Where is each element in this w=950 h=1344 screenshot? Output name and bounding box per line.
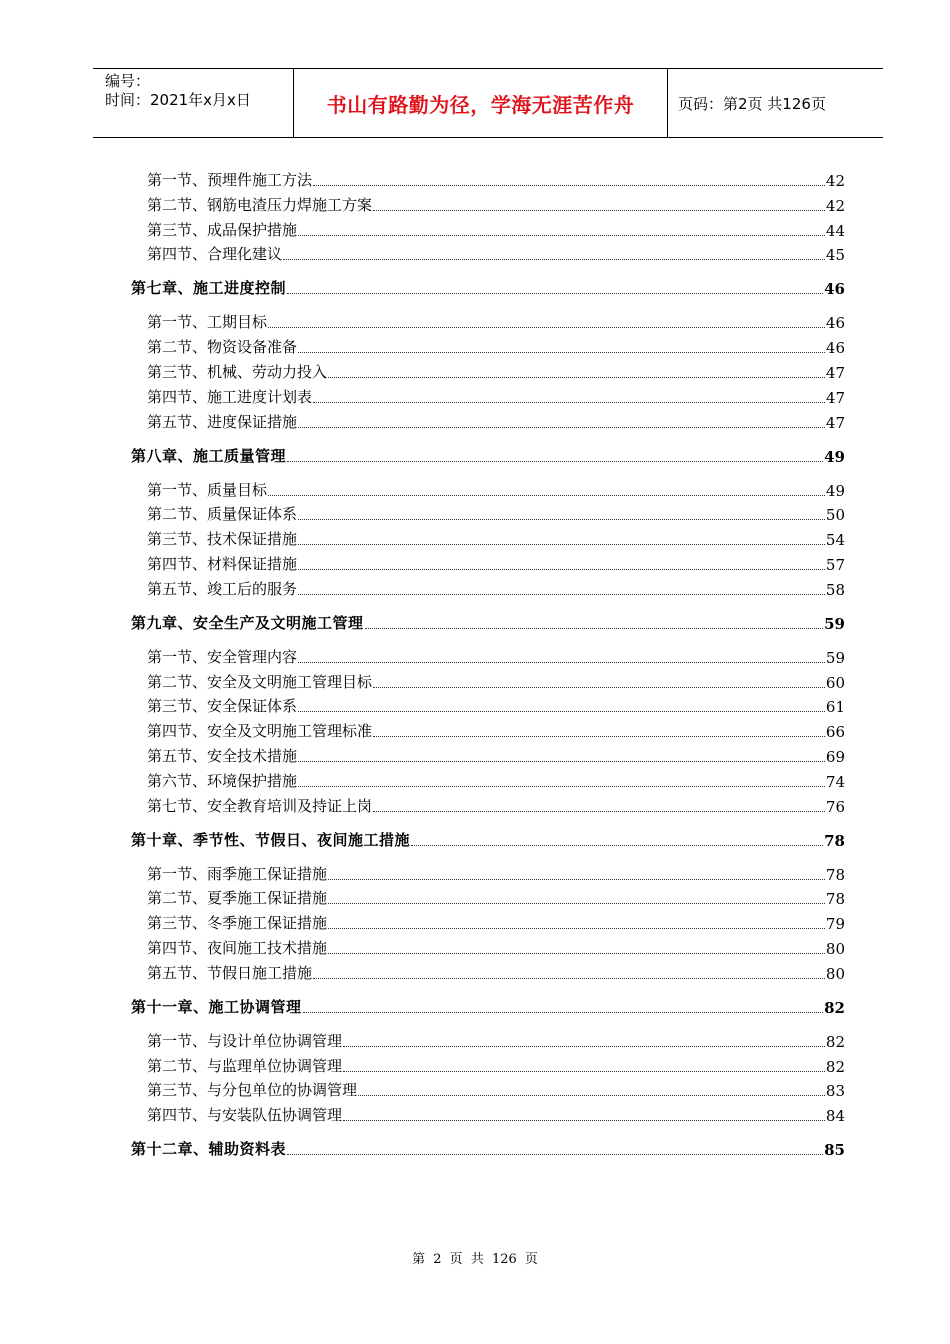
toc-entry-title: 第四节、夜间施工技术措施 xyxy=(147,939,328,957)
toc-entry-page: 82 xyxy=(824,998,845,1017)
toc-entry-title: 第一节、工期目标 xyxy=(147,313,268,332)
toc-section-entry[interactable] xyxy=(147,672,845,692)
toc-dot-leader xyxy=(373,736,825,737)
toc-entry-page: 57 xyxy=(825,556,845,574)
toc-dot-leader xyxy=(298,519,825,520)
toc-entry-page: 80 xyxy=(825,940,845,958)
toc-entry-title: 第三节、技术保证措施 xyxy=(147,530,298,549)
toc-section-entry[interactable] xyxy=(147,864,845,884)
toc-section-entry[interactable] xyxy=(147,888,845,908)
toc-entry-title: 第五节、安全技术措施 xyxy=(147,747,298,765)
toc-entry-title: 第二节、物资设备准备 xyxy=(147,338,298,357)
toc-entry-title: 第三节、与分包单位的协调管理 xyxy=(147,1081,358,1100)
toc-section-entry[interactable] xyxy=(147,579,845,599)
toc-entry-title: 第五节、竣工后的服务 xyxy=(147,579,298,598)
page-footer xyxy=(0,1248,950,1267)
toc-entry-title: 第四节、材料保证措施 xyxy=(147,555,298,573)
toc-entry-page: 50 xyxy=(825,506,845,525)
toc-entry-page: 42 xyxy=(825,172,845,190)
toc-entry-page: 45 xyxy=(825,246,845,265)
toc-entry-title: 第一节、安全管理内容 xyxy=(147,647,298,666)
toc-dot-leader xyxy=(328,953,825,954)
toc-dot-leader xyxy=(313,185,825,186)
toc-entry-title: 第二节、质量保证体系 xyxy=(147,505,298,524)
toc-entry-title: 第三节、机械、劳动力投入 xyxy=(147,363,328,381)
toc-entry-page: 47 xyxy=(825,364,845,382)
toc-dot-leader xyxy=(343,1071,825,1072)
toc-entry-title: 第三节、成品保护措施 xyxy=(147,220,298,239)
toc-entry-page: 49 xyxy=(824,447,845,466)
toc-section-entry[interactable] xyxy=(147,337,845,357)
toc-section-entry[interactable] xyxy=(147,220,845,240)
toc-dot-leader xyxy=(411,845,823,846)
toc-entry-page: 76 xyxy=(825,797,845,816)
toc-entry-title: 第九章、安全生产及文明施工管理 xyxy=(131,613,364,632)
toc-section-entry[interactable] xyxy=(147,771,845,791)
footer-text: 第 xyxy=(412,1252,426,1267)
toc-entry-title: 第三节、冬季施工保证措施 xyxy=(147,914,328,933)
toc-dot-leader xyxy=(287,461,823,462)
toc-entry-page: 47 xyxy=(825,413,845,432)
toc-entry-page: 58 xyxy=(825,580,845,599)
toc-section-entry[interactable] xyxy=(147,480,845,500)
toc-section-entry[interactable] xyxy=(147,504,845,524)
toc-dot-leader xyxy=(343,1120,825,1121)
toc-section-entry[interactable] xyxy=(147,1105,845,1125)
toc-entry-title: 第一节、预埋件施工方法 xyxy=(147,171,313,189)
toc-dot-leader xyxy=(298,594,825,595)
toc-entry-title: 第四节、施工进度计划表 xyxy=(147,387,313,406)
toc-entry-page: 46 xyxy=(825,339,845,358)
toc-dot-leader xyxy=(343,1046,825,1047)
toc-entry-title: 第七章、施工进度控制 xyxy=(131,279,287,298)
footer-total-pages: 126 xyxy=(491,1252,517,1267)
toc-entry-page: 60 xyxy=(825,673,845,692)
toc-section-entry[interactable] xyxy=(147,796,845,816)
toc-entry-title: 第二节、与监理单位协调管理 xyxy=(147,1056,343,1075)
toc-dot-leader xyxy=(298,544,825,545)
toc-dot-leader xyxy=(303,1012,824,1013)
toc-chapter-entry[interactable] xyxy=(131,997,845,1017)
toc-chapter-entry[interactable] xyxy=(131,830,845,850)
toc-dot-leader xyxy=(298,662,825,663)
toc-dot-leader xyxy=(328,377,825,378)
toc-dot-leader xyxy=(313,978,825,979)
toc-entry-page: 82 xyxy=(825,1032,845,1051)
toc-entry-title: 第五节、节假日施工措施 xyxy=(147,963,313,982)
toc-dot-leader xyxy=(373,687,825,688)
toc-entry-page: 49 xyxy=(825,481,845,500)
toc-dot-leader xyxy=(298,569,825,570)
toc-dot-leader xyxy=(283,259,825,260)
page-header xyxy=(93,68,883,138)
footer-text: 页 xyxy=(449,1252,463,1267)
toc-entry-title: 第三节、安全保证体系 xyxy=(147,697,298,716)
toc-dot-leader xyxy=(298,786,825,787)
toc-dot-leader xyxy=(287,1154,823,1155)
toc-dot-leader xyxy=(358,1095,825,1096)
toc-dot-leader xyxy=(373,811,825,812)
toc-entry-title: 第八章、施工质量管理 xyxy=(131,446,287,465)
toc-entry-title: 第四节、安全及文明施工管理标准 xyxy=(147,722,373,741)
toc-entry-title: 第一节、雨季施工保证措施 xyxy=(147,864,328,883)
toc-section-entry[interactable] xyxy=(147,746,845,766)
toc-entry-page: 59 xyxy=(824,614,845,633)
toc-entry-title: 第二节、安全及文明施工管理目标 xyxy=(147,672,373,691)
toc-chapter-entry[interactable] xyxy=(131,1139,845,1159)
toc-dot-leader xyxy=(298,352,825,353)
toc-entry-page: 59 xyxy=(825,648,845,667)
toc-section-entry[interactable] xyxy=(147,721,845,741)
toc-entry-page: 54 xyxy=(825,531,845,550)
toc-chapter-entry[interactable] xyxy=(131,613,845,633)
toc-entry-title: 第六节、环境保护措施 xyxy=(147,771,298,790)
toc-dot-leader xyxy=(287,293,823,294)
toc-section-entry[interactable] xyxy=(147,529,845,549)
toc-dot-leader xyxy=(298,761,825,762)
toc-dot-leader xyxy=(328,879,825,880)
toc-entry-page: 78 xyxy=(824,831,845,850)
toc-section-entry[interactable] xyxy=(147,647,845,667)
toc-section-entry[interactable] xyxy=(147,362,845,382)
toc-entry-page: 46 xyxy=(825,314,845,333)
toc-dot-leader xyxy=(268,495,825,496)
toc-entry-title: 第五节、进度保证措施 xyxy=(147,412,298,431)
toc-entry-page: 46 xyxy=(824,280,845,299)
toc-entry-page: 42 xyxy=(825,196,845,215)
toc-section-entry[interactable] xyxy=(147,387,845,407)
toc-entry-page: 61 xyxy=(825,698,845,717)
toc-entry-page: 78 xyxy=(825,865,845,884)
document-time-label: 时间：2021年x月x日 xyxy=(105,91,251,109)
header-page-label: 页码：第2页 共126页 xyxy=(678,94,826,113)
toc-dot-leader xyxy=(298,711,825,712)
toc-entry-page: 84 xyxy=(825,1107,845,1126)
toc-dot-leader xyxy=(373,210,825,211)
toc-entry-title: 第十章、季节性、节假日、夜间施工措施 xyxy=(131,830,411,849)
toc-entry-page: 80 xyxy=(825,964,845,983)
toc-section-entry[interactable] xyxy=(147,244,845,264)
toc-section-entry[interactable] xyxy=(147,1031,845,1051)
toc-section-entry[interactable] xyxy=(147,913,845,933)
toc-entry-page: 47 xyxy=(825,388,845,407)
toc-section-entry[interactable] xyxy=(147,696,845,716)
footer-text: 页 xyxy=(524,1252,538,1267)
toc-dot-leader xyxy=(298,427,825,428)
toc-dot-leader xyxy=(313,402,825,403)
header-meta-cell xyxy=(93,69,293,137)
toc-section-entry[interactable] xyxy=(147,1080,845,1100)
toc-entry-page: 66 xyxy=(825,723,845,742)
toc-entry-page: 83 xyxy=(825,1082,845,1101)
toc-dot-leader xyxy=(328,928,825,929)
toc-section-entry[interactable] xyxy=(147,554,845,574)
toc-entry-page: 74 xyxy=(825,772,845,791)
toc-entry-page: 79 xyxy=(825,915,845,934)
toc-section-entry[interactable] xyxy=(147,938,845,958)
header-motto: 书山有路勤为径，学海无涯苦作舟 xyxy=(293,69,668,137)
toc-chapter-entry[interactable] xyxy=(131,446,845,466)
toc-section-entry[interactable] xyxy=(147,412,845,432)
toc-entry-page: 44 xyxy=(825,221,845,240)
toc-entry-page: 78 xyxy=(825,890,845,909)
document-number-label: 编号： xyxy=(105,72,151,90)
toc-entry-title: 第二节、夏季施工保证措施 xyxy=(147,889,328,908)
toc-entry-title: 第一节、质量目标 xyxy=(147,480,268,499)
toc-section-entry[interactable] xyxy=(147,312,845,332)
toc-entry-title: 第七节、安全教育培训及持证上岗 xyxy=(147,796,373,815)
toc-section-entry[interactable] xyxy=(147,1056,845,1076)
toc-entry-title: 第四节、与安装队伍协调管理 xyxy=(147,1106,343,1125)
toc-section-entry[interactable] xyxy=(147,195,845,215)
toc-entry-title: 第四节、合理化建议 xyxy=(147,245,283,264)
toc-dot-leader xyxy=(298,235,825,236)
toc-chapter-entry[interactable] xyxy=(131,278,845,298)
toc-dot-leader xyxy=(268,327,825,328)
toc-entry-page: 82 xyxy=(825,1057,845,1076)
toc-section-entry[interactable] xyxy=(147,963,845,983)
toc-entry-title: 第十二章、辅助资料表 xyxy=(131,1140,287,1159)
toc-entry-title: 第二节、钢筋电渣压力焊施工方案 xyxy=(147,195,373,214)
footer-page-number: 2 xyxy=(433,1252,442,1267)
toc-entry-title: 第十一章、施工协调管理 xyxy=(131,997,302,1016)
toc-entry-page: 69 xyxy=(825,748,845,766)
toc-entry-title: 第一节、与设计单位协调管理 xyxy=(147,1031,343,1050)
footer-text: 共 xyxy=(470,1252,484,1267)
toc-section-entry[interactable] xyxy=(147,170,845,190)
toc-dot-leader xyxy=(365,628,824,629)
toc-entry-page: 85 xyxy=(824,1141,845,1160)
toc-dot-leader xyxy=(328,903,825,904)
